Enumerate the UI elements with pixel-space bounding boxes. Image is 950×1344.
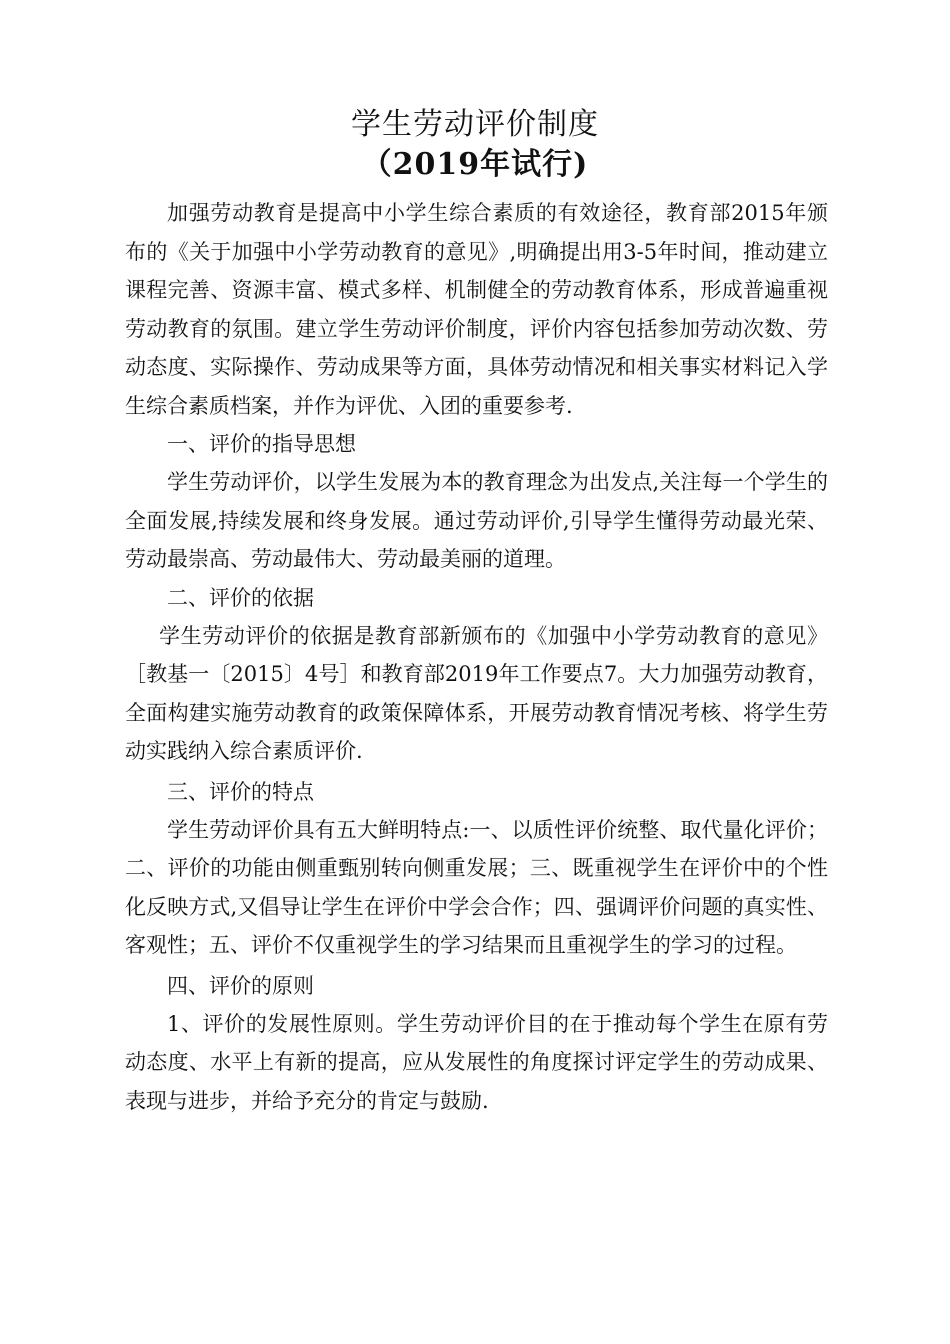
section-heading-features: 三、评价的特点 [167,779,314,804]
section-text-guiding-ideology: 学生劳动评价，以学生发展为本的教育理念为出发点,关注每一个学生的全面发展,持续发展和终身发展。通过劳动评价,引导学生懂得劳动最光荣、劳动最崇高、劳动最伟大、劳动最美丽的道理。 [125,470,828,571]
section-heading-guiding-ideology: 一、评价的指导思想 [167,432,356,456]
document-subtitle: （2019年试行) [361,147,589,182]
document-title: 学生劳动评价制度 [351,107,599,142]
section-text-principles: 1、评价的发展性原则。学生劳动评价目的在于推动每个学生在原有劳动态度、水平上有新的提高，应从发展性的角度探讨评定学生的劳动成果、表现与进步，并给予充分的肯定与鼓励. [125,1011,828,1113]
section-text-basis: 学生劳动评价的依据是教育部新颁布的《加强中小学劳动教育的意见》［教基一〔2015〕4号］和教育部2019年工作要点7。大力加强劳动教育，全面构建实施劳动教育的政策保障体系，开展劳动教育情况考核、将学生劳动实践纳入综合素质评价. [125,623,828,763]
section-text-features: 学生劳动评价具有五大鲜明特点:一、以质性评价统整、取代量化评价；二、评价的功能由侧重甄别转向侧重发展；三、既重视学生在评价中的个性化反映方式,又倡导让学生在评价中学会合作；四、强调评价问题的真实性、客观性；五、评价不仅重视学生的学习结果而且重视学生的学习的过程。 [125,817,828,957]
section-heading-basis: 二、评价的依据 [167,585,314,610]
intro-paragraph: 加强劳动教育是提高中小学生综合素质的有效途径，教育部2015年颁布的《关于加强中小学劳动教育的意见》,明确提出用3-5年时间，推动建立课程完善、资源丰富、模式多样、机制健全的劳动教育体系，形成普遍重视劳动教育的氛围。建立学生劳动评价制度，评价内容包括参加劳动次数、劳动态度、实际操作、劳动成果等方面，具体劳动情况和相关事实材料记入学生综合素质档案，并作为评优、入团的重要参考. [125,201,828,418]
section-heading-principles: 四、评价的原则 [167,973,314,998]
document-body [125,194,828,1120]
